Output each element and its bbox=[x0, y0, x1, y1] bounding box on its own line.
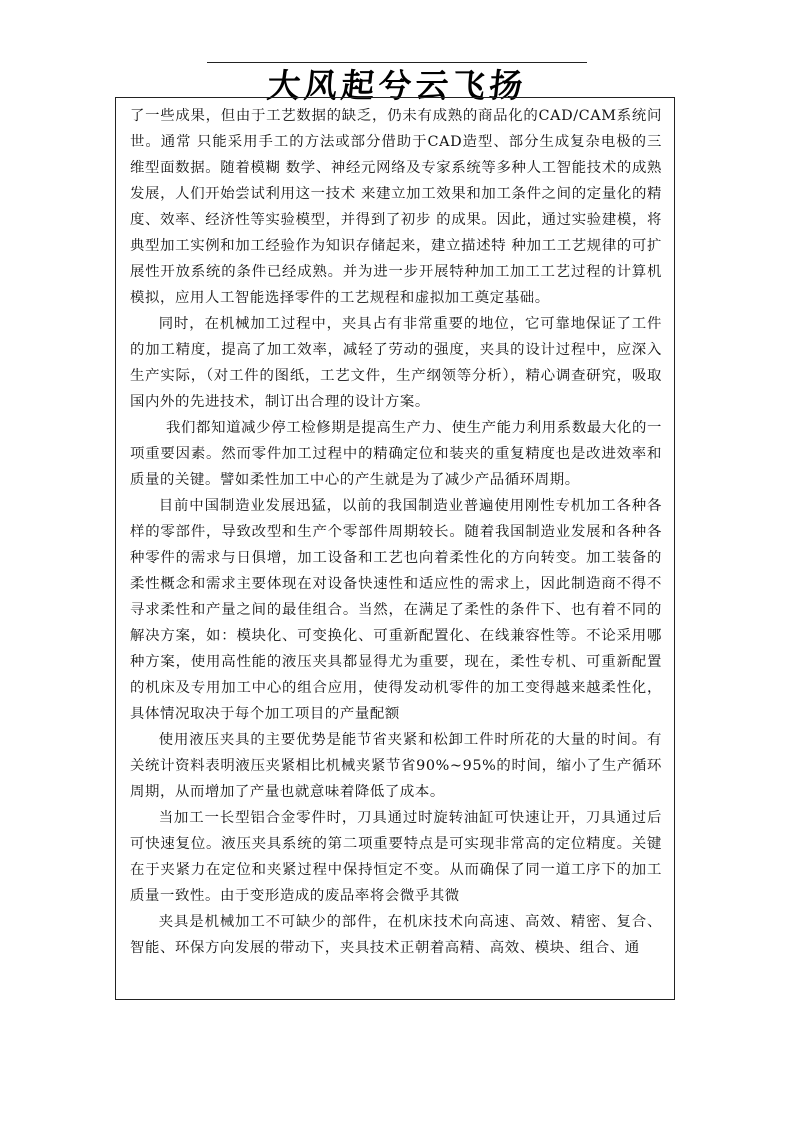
paragraph-6: 当加工一长型铝合金零件时，刀具通过时旋转油缸可快速让开，刀具通过后可快速复位。液压夹具系统的第二项重要特点是可实现非常高的定位精度。关键在于夹紧力在定位和夹紧过程中保持恒定不变。从而确保了同一道工序下的加工质量一致性。由于变形造成的废品率将会微乎其微 bbox=[130, 810, 662, 904]
paragraph-7: 夹具是机械加工不可缺少的部件，在机床技术向高速、高效、精密、复合、智能、环保方向发展的带动下，夹具技术正朝着高精、高效、模块、组合、通 bbox=[130, 914, 662, 956]
paragraph-1: 了一些成果，但由于工艺数据的缺乏，仍未有成熟的商品化的CAD/CAM系统问世。通常 只能采用手工的方法或部分借助于CAD造型、部分生成复杂电极的三维型面数据。随着模糊 数学、神经元网络及专家系统等多种人工智能技术的成熟发展，人们开始尝试利用这一技术 来建立加工效果和加工条件之间的定量化的精度、效率、经济性等实验模型，并得到了初步 的成果。因此，通过实验建模，将典型加工实例和加工经验作为知识存储起来，建立描述特 种加工工艺规律的可扩展性开放系统的条件已经成熟。并为进一步开展特种加工加工工艺过程的计算机模拟，应用人工智能选择零件的工艺规程和虚拟加工奠定基础。 bbox=[130, 108, 662, 306]
paragraph-5: 使用液压夹具的主要优势是能节省夹紧和松卸工件时所花的大量的时间。有关统计资料表明液压夹紧相比机械夹紧节省90%~95%的时间，缩小了生产循环周期，从而增加了产量也就意味着降低了成本。 bbox=[130, 732, 662, 800]
paragraph-2: 同时，在机械加工过程中，夹具占有非常重要的地位，它可靠地保证了工件的加工精度，提高了加工效率，减轻了劳动的强度，夹具的设计过程中，应深入生产实际，（对工件的图纸，工艺文件，生产纲领等分析），精心调查研究，吸取国内外的先进技术，制订出合理的设计方案。 bbox=[130, 316, 662, 410]
paragraph-4: 目前中国制造业发展迅猛，以前的我国制造业普遍使用刚性专机加工各种各样的零部件，导致改型和生产个零部件周期较长。随着我国制造业发展和各种各种零件的需求与日俱增，加工设备和工艺也向着柔性化的方向转变。加工装备的柔性概念和需求主要体现在对设备快速性和适应性的需求上，因此制造商不得不寻求柔性和产量之间的最佳组合。当然，在满足了柔性的条件下、也有着不同的解决方案，如：模块化、可变换化、可重新配置化、在线兼容性等。不论采用哪种方案，使用高性能的液压夹具都显得尤为重要，现在，柔性专机、可重新配置的机床及专用加工中心的组合应用，使得发动机零件的加工变得越来越柔性化，具体情况取决于每个加工项目的产量配额 bbox=[130, 498, 662, 722]
page-header-title: 大风起兮云飞扬 bbox=[265, 66, 529, 105]
document-body bbox=[130, 103, 662, 961]
paragraph-3: 我们都知道减少停工检修期是提高生产力、使生产能力利用系数最大化的一项重要因素。然而零件加工过程中的精确定位和装夹的重复精度也是改进效率和质量的关键。譬如柔性加工中心的产生就是为了减少产品循环周期。 bbox=[130, 420, 662, 488]
